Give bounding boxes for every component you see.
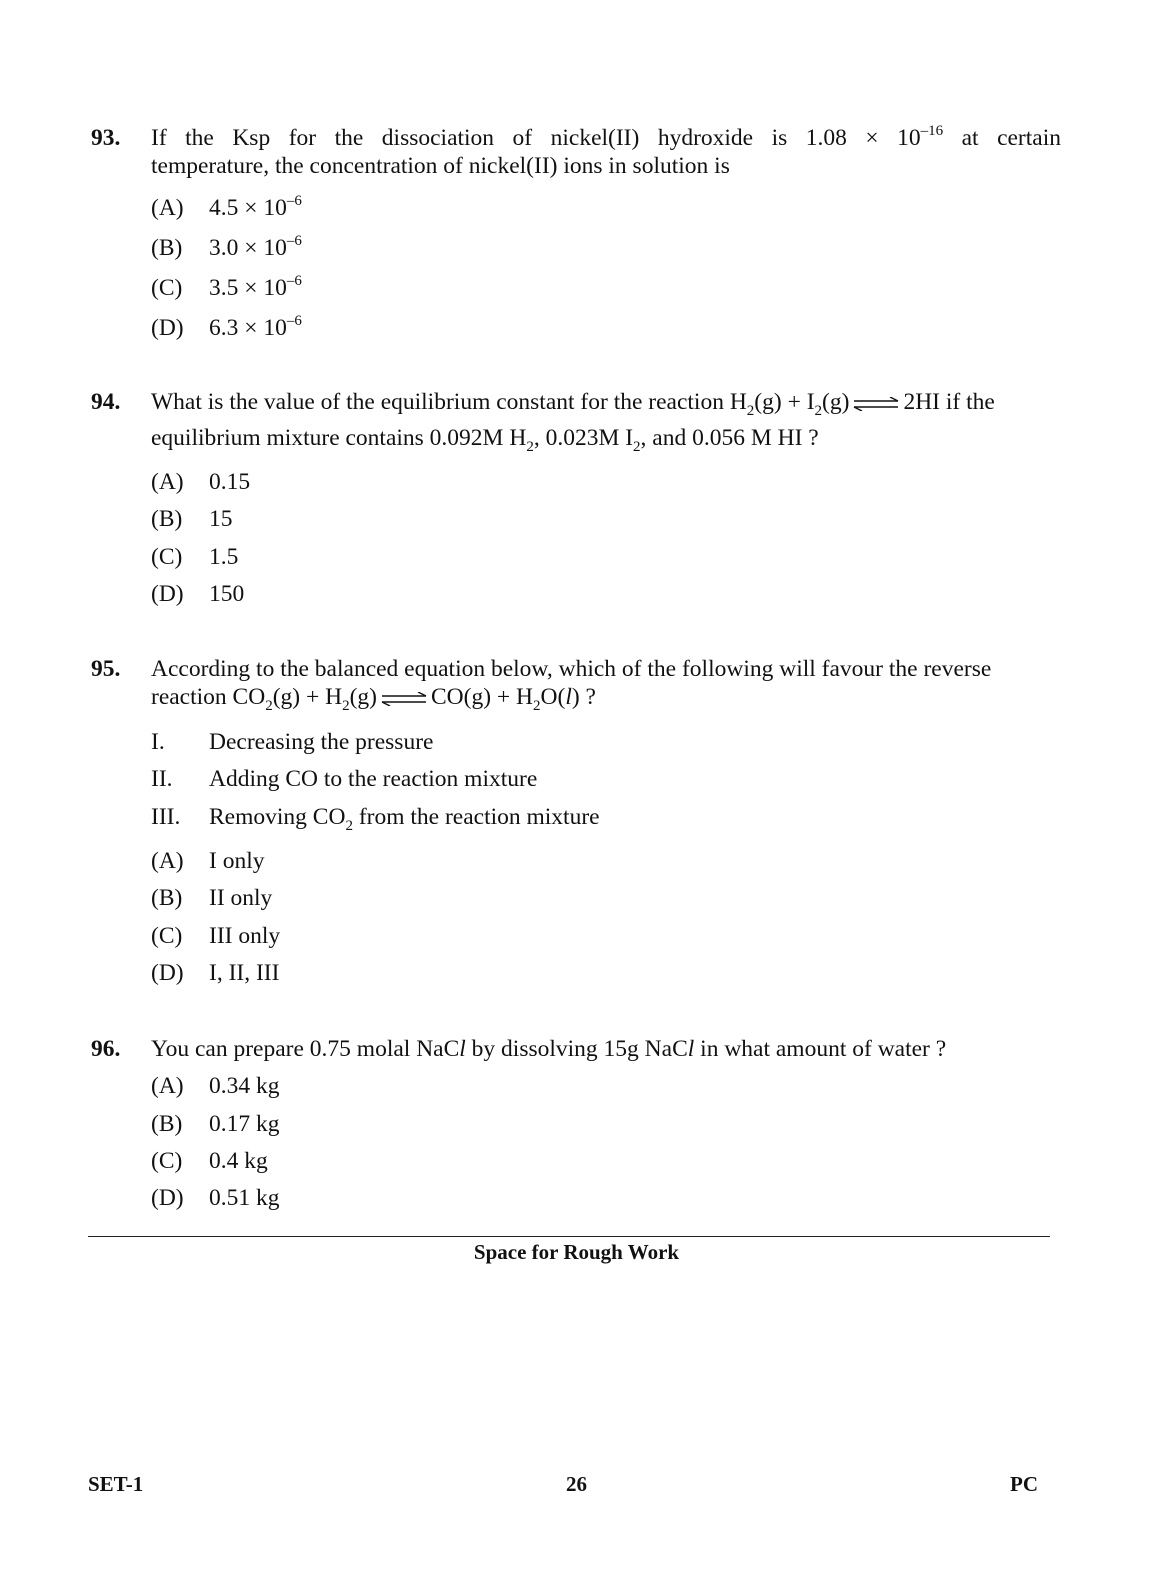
statement-label: I. — [151, 729, 165, 755]
option-value: 0.15 — [209, 469, 251, 495]
option-c[interactable] — [151, 543, 238, 571]
option-value: 0.17 kg — [209, 1111, 280, 1137]
option-value: 15 — [209, 506, 233, 532]
question-number: 94. — [91, 389, 121, 415]
option-b[interactable] — [151, 884, 272, 912]
text-segment: in what amount of water ? — [694, 1036, 947, 1062]
text-segment: , 0.023M I — [533, 425, 634, 451]
option-label: (D) — [151, 1185, 184, 1211]
text-segment: ) ? — [571, 684, 596, 710]
option-value: 4.5 × 10 — [209, 195, 287, 221]
option-value: II only — [209, 885, 273, 911]
option-label: (A) — [151, 1073, 184, 1099]
text-segment: l — [687, 1036, 695, 1062]
footer-set-code: SET-1 — [88, 1472, 144, 1496]
option-value: I, II, III — [209, 960, 280, 986]
option-value: 150 — [209, 581, 245, 607]
option-a[interactable] — [151, 847, 264, 875]
subscript: 2 — [345, 818, 353, 834]
option-label: (B) — [151, 1111, 183, 1137]
question-text-line: temperature, the concentration of nickel(II) ions in solution is — [151, 153, 730, 179]
text-segment: (g) — [822, 389, 850, 415]
question-text-line — [151, 424, 1061, 455]
footer-subject-code: PC — [1010, 1472, 1038, 1496]
option-d[interactable] — [151, 959, 279, 987]
option-label: (C) — [151, 275, 183, 301]
text-segment: O( — [540, 684, 566, 710]
option-label: (D) — [151, 581, 184, 607]
statement-iii — [151, 803, 600, 834]
rough-work-divider — [88, 1236, 1050, 1237]
option-label: (A) — [151, 469, 184, 495]
subscript: 2 — [533, 698, 541, 714]
option-label: (C) — [151, 923, 183, 949]
text-segment: equilibrium mixture contains 0.092M H — [151, 425, 527, 451]
equilibrium-arrow-icon — [851, 397, 901, 411]
option-label: (B) — [151, 506, 183, 532]
footer-page-number: 26 — [566, 1472, 587, 1496]
exponent: –6 — [286, 273, 302, 289]
question-text-line: According to the balanced equation below, which of the following will favour the reverse — [151, 656, 992, 682]
question-text-line — [151, 683, 1061, 714]
text-segment: l — [459, 1036, 466, 1062]
statement-text: Removing CO — [209, 804, 346, 830]
option-b[interactable] — [151, 505, 233, 533]
option-value: 1.5 — [209, 544, 239, 570]
option-c[interactable] — [151, 1147, 268, 1175]
option-d[interactable] — [151, 1184, 280, 1212]
exponent: –16 — [920, 123, 944, 139]
text-segment: by dissolving 15g NaC — [465, 1036, 688, 1062]
subscript: 2 — [342, 698, 350, 714]
question-number: 93. — [91, 125, 121, 151]
option-value: III only — [209, 923, 281, 949]
exponent: –6 — [286, 233, 302, 249]
text-segment: You can prepare 0.75 molal NaC — [151, 1036, 460, 1062]
question-number: 95. — [91, 656, 121, 682]
text-segment: reaction CO — [151, 684, 266, 710]
question-text-line — [151, 124, 1061, 152]
option-a[interactable] — [151, 468, 250, 496]
rough-work-label: Space for Rough Work — [473, 1240, 680, 1264]
option-value: 3.5 × 10 — [209, 275, 287, 301]
question-text — [151, 1035, 1061, 1063]
question-text — [151, 124, 1061, 180]
option-d[interactable] — [151, 580, 244, 608]
exponent: –6 — [286, 313, 302, 329]
option-c[interactable] — [151, 922, 280, 950]
exponent: –6 — [286, 193, 302, 209]
subscript: 2 — [265, 698, 273, 714]
option-label: (D) — [151, 315, 184, 341]
subscript: 2 — [526, 439, 534, 455]
text-segment: (g) + H — [272, 684, 343, 710]
statement-label: III. — [151, 804, 181, 830]
statement-text: from the reaction mixture — [352, 804, 600, 830]
subscript: 2 — [814, 403, 823, 419]
option-label: (C) — [151, 544, 183, 570]
option-c[interactable] — [151, 274, 302, 302]
option-label: (A) — [151, 848, 184, 874]
question-text — [151, 655, 1061, 714]
statement-i — [151, 728, 433, 756]
text-segment: at certain — [943, 125, 1061, 151]
statement-ii — [151, 765, 537, 793]
question-text-line — [151, 388, 1061, 419]
statement-text: Adding CO to the reaction mixture — [209, 766, 538, 792]
subscript: 2 — [746, 403, 755, 419]
text-segment: l — [565, 684, 572, 710]
option-label: (A) — [151, 195, 184, 221]
text-segment: (g) + I — [754, 389, 815, 415]
option-a[interactable] — [151, 1072, 280, 1100]
statement-label: II. — [151, 766, 173, 792]
option-b[interactable] — [151, 1110, 280, 1138]
option-d[interactable] — [151, 314, 302, 342]
option-label: (B) — [151, 235, 183, 261]
question-number: 96. — [91, 1036, 121, 1062]
question-text-line — [151, 1035, 1061, 1063]
subscript: 2 — [633, 439, 641, 455]
option-a[interactable] — [151, 194, 302, 222]
text-segment: What is the value of the equilibrium constant for the reaction H — [151, 389, 747, 415]
text-segment: CO(g) + H — [431, 684, 534, 710]
option-value: 0.34 kg — [209, 1073, 280, 1099]
option-value: 3.0 × 10 — [209, 235, 287, 261]
text-segment: If the Ksp for the dissociation of nickel(II) hydroxide is 1.08 × 10 — [151, 125, 921, 151]
question-text — [151, 388, 1061, 455]
text-segment: 2HI if the — [903, 389, 995, 415]
equilibrium-arrow-icon — [379, 692, 429, 706]
option-label: (D) — [151, 960, 184, 986]
statement-text: Decreasing the pressure — [209, 729, 434, 755]
option-value: 6.3 × 10 — [209, 315, 287, 341]
text-segment: , and 0.056 M HI ? — [640, 425, 819, 451]
option-value: 0.51 kg — [209, 1185, 280, 1211]
option-label: (C) — [151, 1148, 183, 1174]
option-value: I only — [209, 848, 265, 874]
option-value: 0.4 kg — [209, 1148, 268, 1174]
option-label: (B) — [151, 885, 183, 911]
text-segment: (g) — [349, 684, 377, 710]
option-b[interactable] — [151, 234, 302, 262]
